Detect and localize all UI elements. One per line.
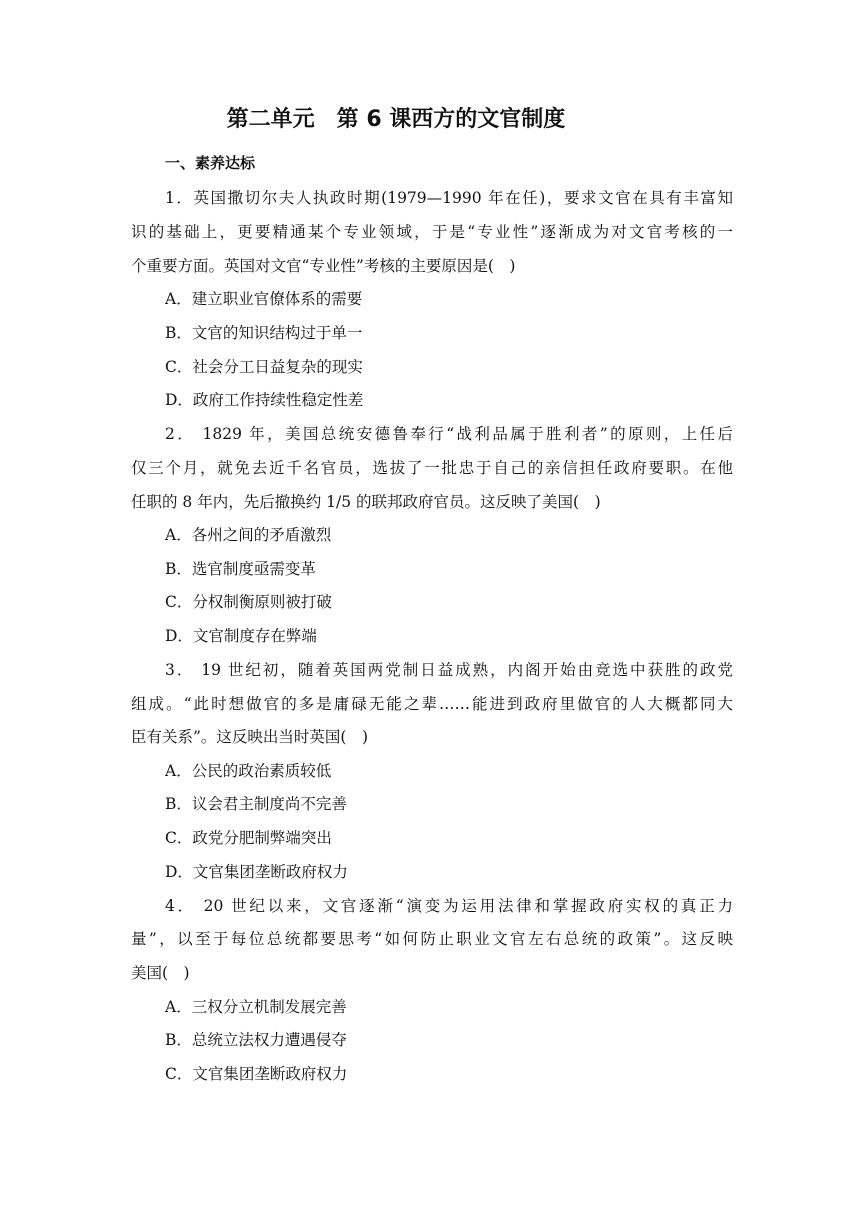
- question-4-stem-line-3: 美国( ): [131, 964, 190, 982]
- question-2-option-b: B．选官制度亟需变革: [165, 560, 316, 578]
- question-3-stem-line-2: 组成。“此时想做官的多是庸碌无能之辈……能进到政府里做官的人大概都同大: [131, 695, 733, 713]
- page-title: 第二单元 第 6 课西方的文官制度: [226, 107, 566, 132]
- question-2-stem-line-2: 仅三个月，就免去近千名官员，选拔了一批忠于自己的亲信担任政府要职。在他: [131, 459, 733, 477]
- question-2-option-d: D．文官制度存在弊端: [165, 627, 317, 645]
- section-heading: 一、素养达标: [165, 154, 256, 172]
- question-2-stem-line-3: 任职的 8 年内，先后撤换约 1/5 的联邦政府官员。这反映了美国( ): [131, 493, 601, 511]
- question-3-stem-line-3: 臣有关系”。这反映出当时英国( ): [131, 728, 369, 746]
- question-1-option-a: A．建立职业官僚体系的需要: [165, 290, 363, 308]
- question-1-stem-line-2: 识的基础上，更要精通某个专业领域，于是“专业性”逐渐成为对文官考核的一: [131, 223, 733, 241]
- question-1-option-c: C．社会分工日益复杂的现实: [165, 358, 363, 376]
- question-1-stem-line-3: 个重要方面。英国对文官“专业性”考核的主要原因是( ): [131, 257, 516, 275]
- question-3-option-d: D．文官集团垄断政府权力: [165, 863, 348, 881]
- question-1-option-b: B．文官的知识结构过于单一: [165, 324, 363, 342]
- question-3-stem-line-1: 3． 19 世纪初，随着英国两党制日益成熟，内阁开始由竞选中获胜的政党: [165, 661, 733, 679]
- question-1-stem-line-1: 1．英国撒切尔夫人执政时期(1979—1990 年在任)，要求文官在具有丰富知: [165, 189, 733, 207]
- question-3-option-c: C．政党分肥制弊端突出: [165, 829, 332, 847]
- question-4-stem-line-1: 4． 20 世纪以来，文官逐渐“演变为运用法律和掌握政府实权的真正力: [165, 897, 733, 915]
- question-3-option-a: A．公民的政治素质较低: [165, 762, 332, 780]
- question-1-option-d: D．政府工作持续性稳定性差: [165, 391, 364, 409]
- question-2-option-c: C．分权制衡原则被打破: [165, 593, 332, 611]
- question-4-option-c: C．文官集团垄断政府权力: [165, 1065, 348, 1083]
- question-3-option-b: B．议会君主制度尚不完善: [165, 795, 347, 813]
- question-4-stem-line-2: 量”，以至于每位总统都要思考“如何防止职业文官左右总统的政策”。这反映: [131, 930, 733, 948]
- question-2-option-a: A．各州之间的矛盾激烈: [165, 526, 332, 544]
- question-4-option-b: B．总统立法权力遭遇侵夺: [165, 1031, 347, 1049]
- question-4-option-a: A．三权分立机制发展完善: [165, 998, 347, 1016]
- question-2-stem-line-1: 2． 1829 年，美国总统安德鲁奉行“战利品属于胜利者”的原则，上任后: [165, 425, 733, 443]
